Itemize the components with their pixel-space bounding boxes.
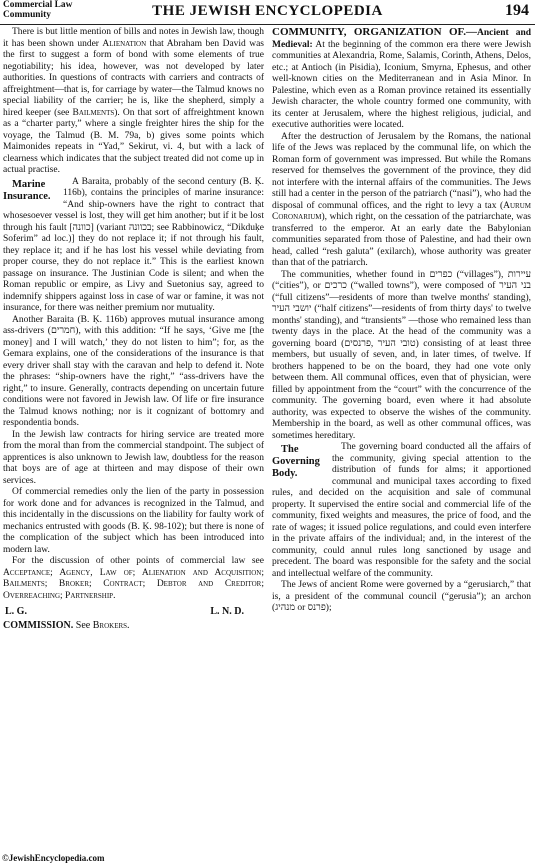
side-heading-governing-body: The Governing Body. — [272, 444, 320, 479]
subheading-ancient: Ancient and Medieval: — [272, 28, 532, 50]
signature-right: L. N. D. — [210, 606, 244, 617]
page-number: 194 — [505, 2, 529, 19]
cross-ref-alienation[interactable]: Alienation — [102, 38, 147, 49]
page-header — [0, 0, 535, 25]
paragraph-bills: There is but little mention of bills and notes in Jewish law, though it has been shown under Alienation that Abraham ben David was the first to suggest a form of bond with some elements of true negotiability; his idea, however, was not developed by later authorities. In questions of contracts with carriers and contracts of affreightment—that is, for carriage by water—the Talmud knows no special liability of the carrier; he is, like the shepherd, simply a hired keeper (see Bailments). On that sort of affreightment known as a “charter party,” where a single freighter hires the ship for the voyage, the Talmud (B. M. 79a, b) gives some points which Maimonides repeats in “Yad,” Sekirut, vi. 4, but with a lack of clearness which indicates that the subject treated did not come up in actual practise. — [3, 27, 264, 175]
cross-ref-bailments[interactable]: Bailments — [72, 107, 115, 118]
paragraph-governing-board: The Governing Body. The governing board conducted all the affairs of the community, giving special attention to the distribution of funds for alms; it apportioned communal and municipal taxes according to fixed rules, and decided on the acquisition and sale of communal property. It supervised the entire social and commercial life of the community, fixed weights and measures, the price of food, and the rate of wages; it issued police regulations, and could even interfere in the private affairs of the individual; and, in the interest of the community, could annul rules long sanctioned by usage and precedent. The board was responsible for the safety and the social and intellectual welfare of the community. — [272, 442, 531, 579]
cross-ref-list[interactable]: Acceptance; Agency, Law of; Alienation and Acquisition; Bailments; Broker; Contract; Debtor and Creditor; Overreaching; Partnership. — [3, 567, 264, 601]
signatures — [3, 606, 264, 618]
commission-entry: COMMISSION. See Brokers. — [3, 619, 130, 631]
right-column — [272, 27, 531, 615]
paragraph-mutual-insurance: Another Baraita (B. Ḳ. 116b) approves mutual insurance among ass-drivers (חמרים), with this addition: “If he says, ‘Give me [the money] and I will watch,’ they do not listen to him”; for, as the Gemara explains, one of the considerations of the insurance is that every driver shall stay with the caravan and help to defend it. Note the phrases: “ship-owners have the right,” “ass-drivers have the right,” to insure. Generally, contracts depending on uncertain future conditions were not favored in Jewish law. Of life or fire insurance the Talmud knows nothing; nor is it cognizant of bottomry and respondentia bonds. — [3, 314, 264, 428]
paragraph-marine-insurance: Marine Insurance. A Baraita, probably of the second century (B. Ḳ. 116b), contains the principles of marine insurance: “And ship-owners have the right to contract that whosesoever vessel is lost, they will get him another; but if it be lost through his fault [כוונה] (variant בכוונה; see Rabbinowicz, “Dikduḳe Soferim” ad loc.)] they do not replace it; if not through his fault, they replace it; and if he has lost his vessel while deviating from proper course, they do not replace it.” This is the earliest known passage on insurance. The Justinian Code is silent; and when the Roman republic or empire, as Livy and Suetonius say, agreed to indemnify shippers against loss in case of war or famine, it was not insurance, for there was neither premium nor mutuality. — [3, 176, 265, 313]
paragraph-see-also: For the discussion of other points of commercial law see Acceptance; Agency, Law of; Alienation and Acquisition; Bailments; Broker; Contract; Debtor and Creditor; Overreaching; Partnership. — [3, 556, 264, 601]
cross-ref-brokers[interactable]: Brokers. — [92, 619, 130, 631]
copyright-footer: ©JewishEncyclopedia.com — [2, 853, 105, 863]
paragraph-communities: The communities, whether found in כפרים (“villages”), עיירות (“cities”), or כרכים (“walled towns”), were composed of בני העיר (“full citizens”—residents of more than twelve months' standing), יושבי העיר (“half citizens”—residents of from thirty days' to twelve months' standing), and “transients” —those who remained less than twenty days in the place. At the head of the community was a governing board (טובי העיר ,פרנסים) consisting of at least three members, but usually of seven, and, in later times, of twelve. If brothers happened to be on the board, they had one vote only between them. All communal offices, even that of physician, were filled by appointment from the “court” with the concurrence of the community. The governing board, even where it had absolute authority, was expected to observe the wishes of the community. Membership in the board, as well as other communal offices, was sometimes hereditary. — [272, 269, 532, 441]
encyclopedia-title: THE JEWISH ENCYCLOPEDIA — [152, 3, 383, 19]
running-head-first: Commercial Law — [3, 0, 73, 10]
cross-ref-aurum[interactable]: Aurum Coronarium — [272, 200, 531, 222]
running-head-last: Community — [3, 10, 51, 20]
paragraph-hiring: In the Jewish law contracts for hiring service are treated more from the moral than from the commercial standpoint. The subject of apprentices is also unknown to Jewish law, doubtless for the reason that boys are of age at thirteen and may dispose of their own services. — [3, 429, 264, 486]
left-column — [3, 27, 264, 631]
community-heading-paragraph: COMMUNITY, ORGANIZATION OF.—Ancient and Medieval: At the beginning of the common era there were Jewish communities at Alexandria, Rome, Salamis, Corinth, Athens, Delos, etc.; at Antioch (in Pisidia), Iconium, Smyrna, Ephesus, and other well-known cities on the Mediterranean and in Asia Minor. In Palestine, which even as a Roman province retained its essentially Jewish character, the whole country formed one community, with its center at Jerusalem, where the highest religious, judicial, and executive authorities were located. — [272, 26, 532, 130]
paragraph-rome: The Jews of ancient Rome were governed by a “gerusiarch,” that is, a president of the communal council (“gerusia”); an archon (מנהיג or פרנס); — [272, 580, 531, 613]
paragraph-after-destruction: After the destruction of Jerusalem by the Romans, the national life of the Jews was replaced by the communal life, on which the Roman form of government was impressed. But while the Romans reserved for themselves the government of the province, they did not interfere with the internal affairs of the communities. The Jews still had a center in the person of the patriarch (“nasi”), who had the disposal of communal offices, and the right to levy a tax (Aurum Coronarium), which right, on the cessation of the patriarchate, was transferred to the emperor. At an early date the Babylonian communities separated from those of Palestine, and had their own head, called “resh galuta” (exilarch), whose authority was greater than that of the patriarch. — [272, 131, 531, 268]
side-heading-marine-insurance: Marine Insurance. — [3, 178, 51, 202]
paragraph-remedies: Of commercial remedies only the lien of the party in possession for work done and for advances is recognized in the Talmud, and this incidentally in the discussions on the liability for faulty work of mechanics entrusted with goods (B. Ḳ. 98-102); but there is none of the complication of the subject which has been introduced into modern law. — [3, 487, 264, 555]
signature-left: L. G. — [5, 606, 27, 617]
commission-heading: COMMISSION. — [3, 619, 74, 631]
article-heading: COMMUNITY, ORGANIZATION OF.— — [272, 26, 478, 38]
